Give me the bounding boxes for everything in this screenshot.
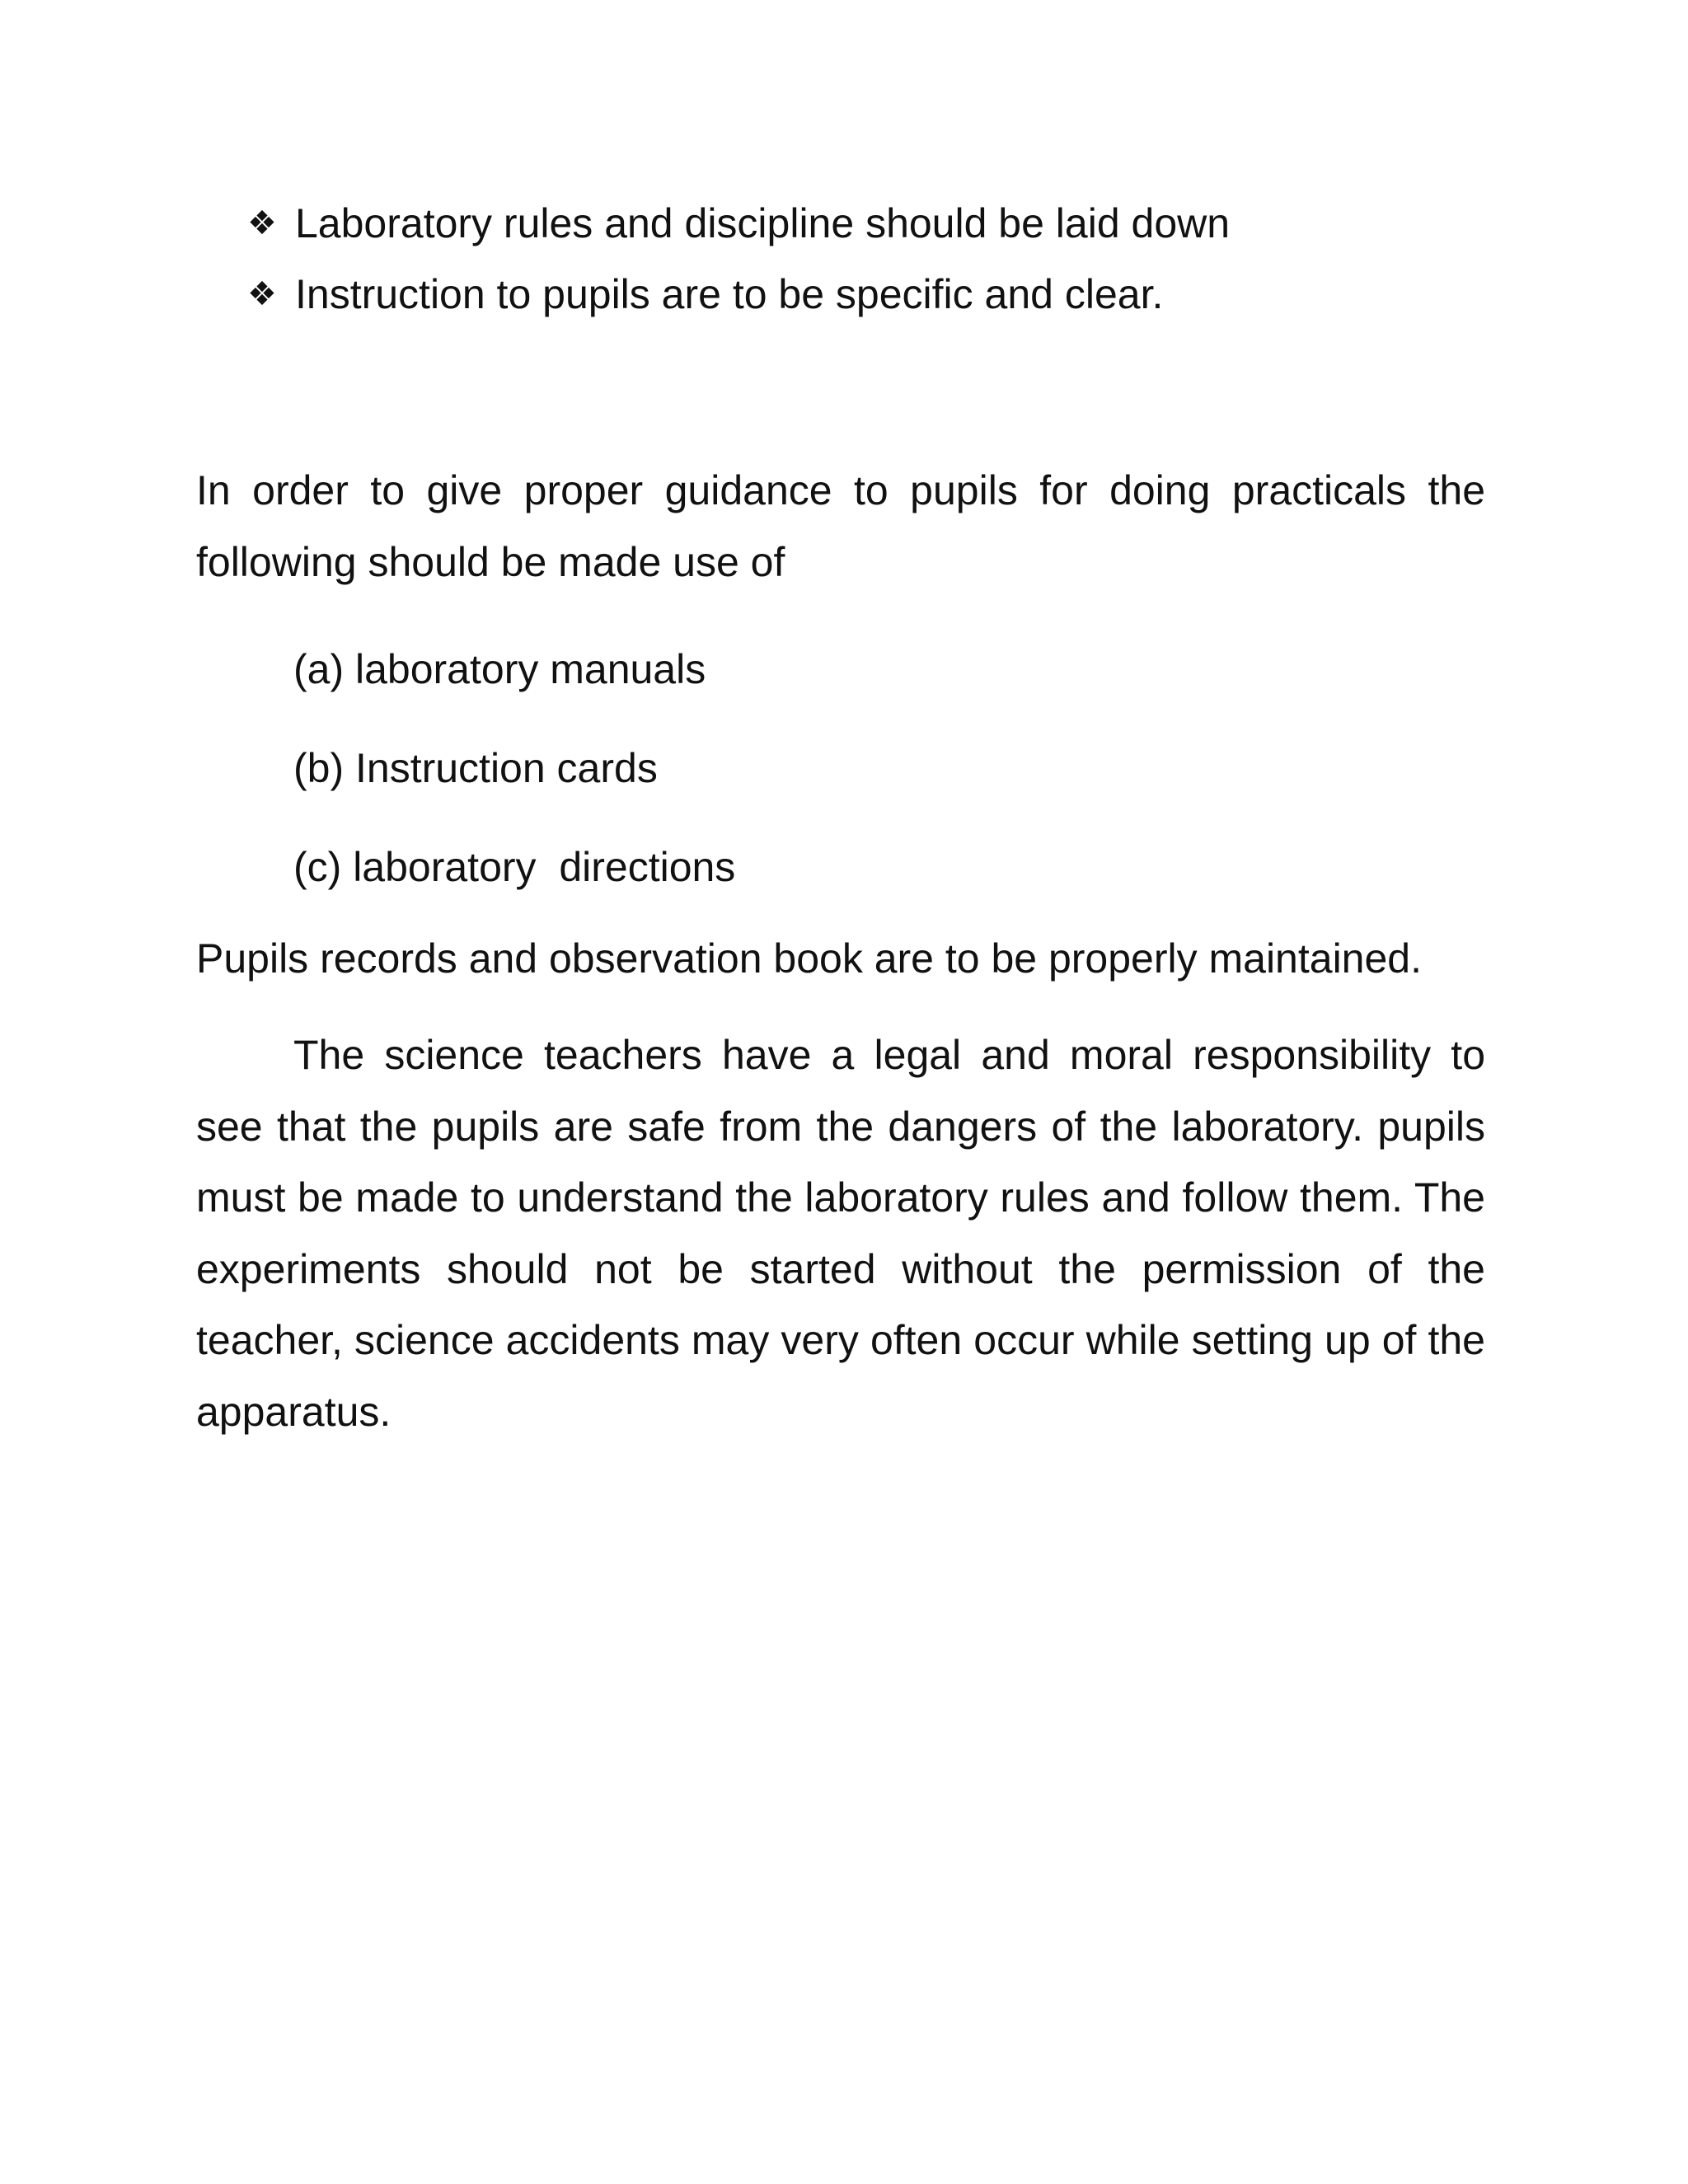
safety-paragraph: The science teachers have a legal and moral responsibility to see that the pupils are safe from the dangers of the laboratory. pupils must be made to understand the laboratory rules and follow them. The experiments should not be started without the permission of the teacher, science accidents may very often occur while setting up of the apparatus. [196,1032,1485,1435]
bullet-item [247,188,1230,259]
guidance-item: (c) laboratory directions [293,844,736,890]
bullet-list [247,188,1230,330]
diamond-bullet-icon: ❖ [247,276,277,312]
records-paragraph: Pupils records and observation book are to be properly maintained. [196,935,1422,982]
bullet-item [247,259,1230,330]
guidance-item: (b) Instruction cards [293,745,658,791]
bullet-text: Instruction to pupils are to be specific and clear. [295,271,1164,317]
guidance-item: (a) laboratory manuals [293,646,706,692]
diamond-bullet-icon: ❖ [247,205,277,241]
intro-paragraph: In order to give proper guidance to pupils for doing practicals the following should be made use of [196,467,1485,585]
guidance-list [293,620,735,916]
bullet-text: Laboratory rules and discipline should be laid down [295,200,1231,246]
